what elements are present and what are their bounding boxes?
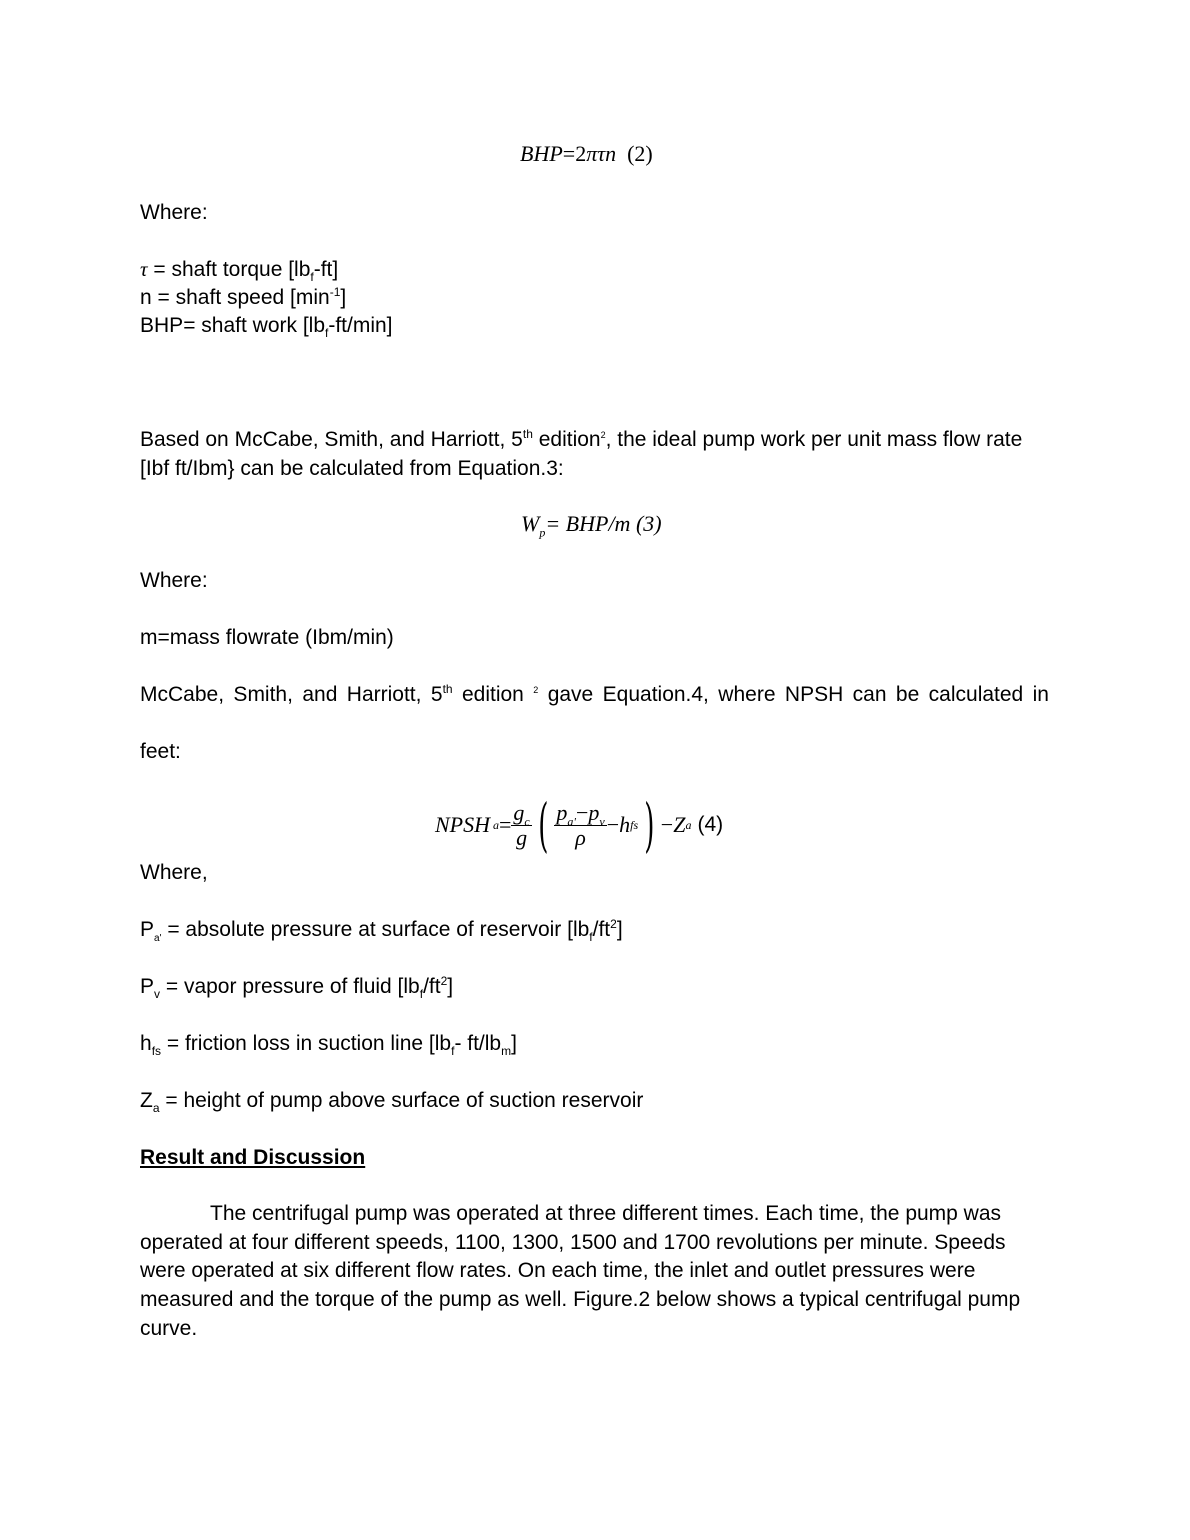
p1-text-c: , the ideal pump work per unit mass flow rate [605,428,1023,451]
eq4-minus3: − [660,812,674,837]
eq2-equals: = [562,141,576,166]
eq4-rho: ρ [575,824,586,850]
eq2-number: (2) [627,141,653,166]
eq4-pressure-diff [554,801,606,826]
result-discussion-heading: Result and Discussion [140,1146,366,1169]
def-pa-tail: ] [616,918,623,941]
eq4-npsh: NPSH [435,812,490,837]
eq4-pa: p [556,799,568,825]
p1-ref: 2 [600,430,606,440]
eq4-gc-over-g [511,801,531,850]
eq2-lhs: BHP [520,141,563,166]
eq4-gc-letter: g [513,799,525,825]
eq4-pv: p [588,799,600,825]
def-bhp-symbol: BHP [140,314,184,337]
eq2-n: n [605,141,617,166]
equation-2 [520,141,653,167]
eq4-minus1: − [575,799,589,825]
def-speed-tail: ] [340,286,347,309]
def-pv-sup: 2 [440,974,448,988]
def-pv-mid: /ft [423,975,441,998]
p1-text-b: edition [532,428,601,451]
eq3-rhs: = BHP/m [545,511,631,536]
def-torque [140,255,338,284]
def-hfs-symsub: fs [151,1044,162,1059]
def-speed-text: = shaft speed [min [151,286,330,309]
def-hfs-tail: ] [511,1032,517,1055]
mccabe-paragraph-1 [140,426,1022,454]
def-za-text: = height of pump above surface of suction reservoir [159,1089,644,1112]
eq3-w-sub: p [539,525,546,540]
def-hfs-sub2: m [501,1044,512,1059]
def-bhp-sub: f [325,326,329,341]
eq4-right-paren: ) [644,791,655,859]
p2-text-c: gave Equation.4, where NPSH can be calculated in [538,683,1049,706]
mccabe-paragraph-2-line2: feet: [140,740,181,763]
eq4-equals: = [499,812,512,837]
mass-flowrate-def: m=mass flowrate (Ibm/min) [140,626,394,649]
def-torque-text: = shaft torque [lb [147,258,311,281]
where-label-2: Where: [140,569,208,592]
def-pa [140,916,623,944]
where-label-1: Where: [140,201,208,224]
def-hfs-sub: f [451,1044,455,1059]
def-pa-symsub: a' [154,933,162,945]
def-pa-mid: /ft [592,918,611,941]
def-hfs-symbol: h [140,1032,152,1055]
eq4-gc-sub: c [524,813,530,828]
def-pv-symbol: P [140,975,155,998]
eq3-w: W [521,511,540,536]
eq4-z: Z [673,812,686,837]
eq2-coef: 2 [575,141,587,166]
eq4-h: h [619,812,631,837]
eq4-pv-sub: v [599,813,605,828]
def-speed [140,284,346,312]
def-za-symbol: Z [140,1089,153,1112]
eq4-number: (4) [697,813,724,836]
p1-sup: th [522,427,533,441]
def-torque-tail: -ft] [313,258,339,281]
def-pa-sub: f [589,930,593,945]
eq3-number: (3) [635,511,662,536]
mccabe-paragraph-1-line2: [Ibf ft/Ibm} can be calculated from Equation.3: [140,457,564,480]
def-pv-symsub: v [154,987,161,1002]
eq4-pressure-fraction [554,801,606,850]
p2-ref: 2 [533,685,539,695]
eq2-pi: π [586,141,598,166]
equation-4: NPSH a = $\frac{g_c}{g}$ ( $\frac{p_{a'}-p_v}{\rho}$ − h fs ) − Z a (4) [435,791,724,859]
eq4-g: g [516,824,528,850]
result-paragraph: The centrifugal pump was operated at three different times. Each time, the pump was operated at four different speeds, 1100, 1300, 1500 and 1700 revolutions per minute. Speeds were operated at six different flow rates. On each time, the inlet and outlet pressures were measured and the torque of the pump as well. Figure.2 below shows a typical centrifugal pump curve. [140,1202,1021,1340]
def-za-symsub: a [152,1101,160,1116]
mccabe-paragraph-2 [140,681,1049,709]
def-pa-sup: 2 [610,917,617,931]
def-bhp-text: = shaft work [lb [183,314,325,337]
def-za [140,1087,643,1115]
def-pv [140,973,453,1001]
p2-sup: th [442,682,453,696]
def-bhp-tail: -ft/min] [328,314,393,337]
equation-3 [521,511,662,540]
p1-text-a: Based on McCabe, Smith, and Harriott, 5 [140,428,523,451]
def-hfs [140,1030,517,1058]
def-hfs-text: = friction loss in suction line [lb [161,1032,452,1055]
def-pv-tail: ] [447,975,454,998]
eq2-tau: τ [597,141,606,166]
def-pa-symbol: P [140,918,155,941]
def-speed-sup: -1 [329,285,341,299]
def-pa-text: = absolute pressure at surface of reservoir [lb [161,918,590,941]
where-label-3: Where, [140,861,208,884]
eq4-gc [511,801,531,826]
def-pv-text: = vapor pressure of fluid [lb [160,975,420,998]
p2-text-b: edition [452,683,534,706]
def-pv-sub: f [419,987,424,1002]
eq4-minus2: − [606,812,620,837]
def-bhp [140,312,393,340]
def-speed-symbol: n [140,286,152,309]
p2-text-a: McCabe, Smith, and Harriott, 5 [140,683,443,706]
eq4-pa-sub: a' [567,813,576,828]
eq4-left-paren: ( [537,791,549,859]
def-hfs-mid: - ft/lb [454,1032,502,1055]
def-torque-sub: f [310,270,314,285]
def-torque-symbol: τ [140,257,148,281]
